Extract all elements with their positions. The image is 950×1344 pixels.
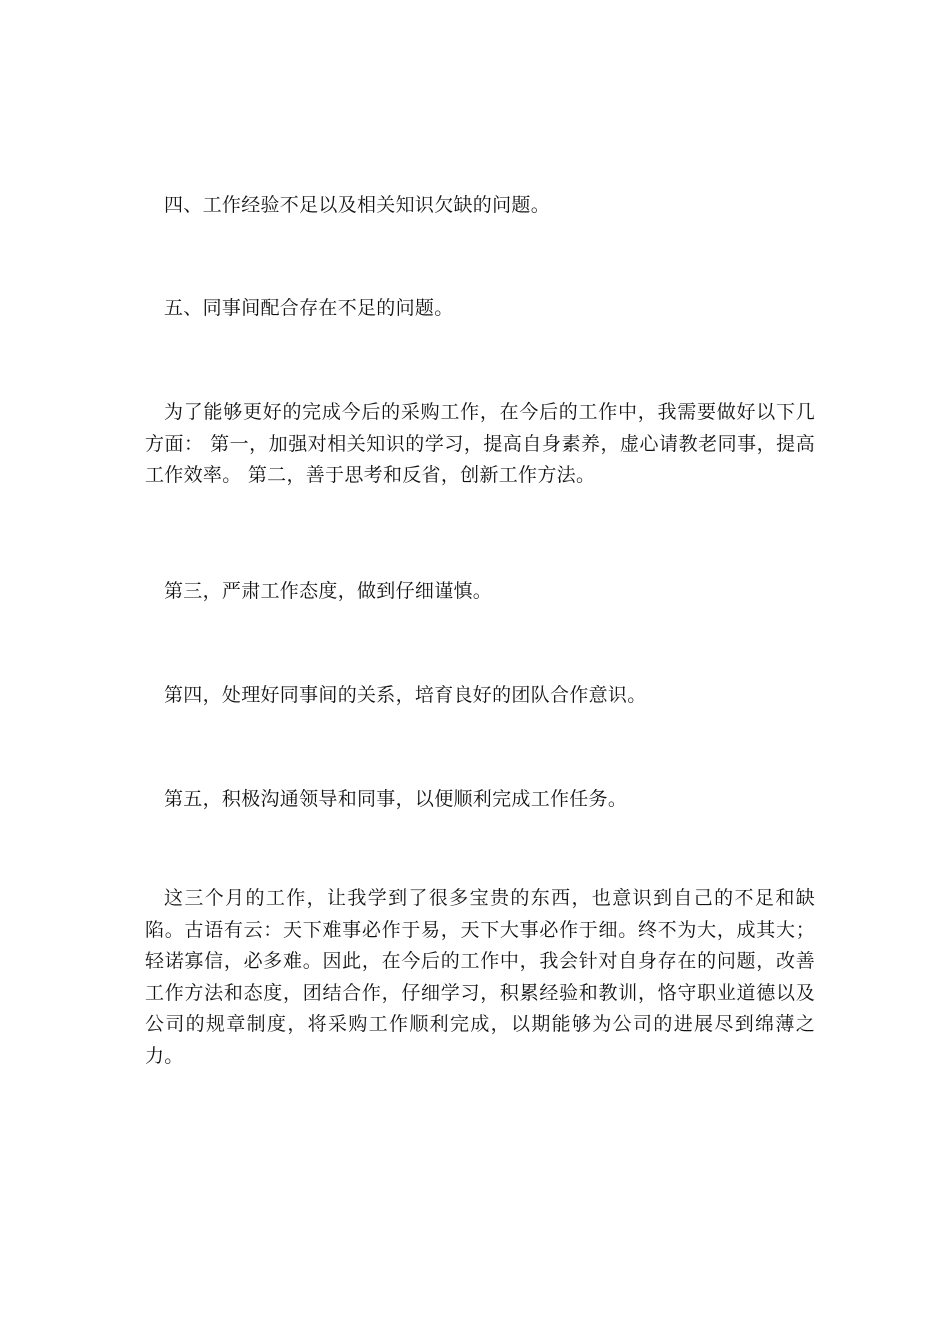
paragraph-improvement-plan: 为了能够更好的完成今后的采购工作，在今后的工作中，我需要做好以下几方面： 第一，加强对相关知识的学习，提高自身素养，虚心请教老同事，提高工作效率。 第二，善于思考和反省，创新工作方法。 [145, 401, 815, 486]
paragraph-point-five: 第五，积极沟通领导和同事，以便顺利完成工作任务。 [164, 788, 628, 810]
paragraph-issue-five: 五、同事间配合存在不足的问题。 [164, 297, 454, 319]
paragraph-issue-four: 四、工作经验不足以及相关知识欠缺的问题。 [164, 194, 551, 216]
paragraph-point-three: 第三，严肃工作态度，做到仔细谨慎。 [164, 580, 493, 602]
paragraph-point-four: 第四，处理好同事间的关系，培育良好的团队合作意识。 [164, 684, 647, 706]
paragraph-conclusion: 这三个月的工作，让我学到了很多宝贵的东西，也意识到自己的不足和缺陷。古语有云：天下难事必作于易，天下大事必作于细。终不为大，成其大；轻诺寡信，必多难。因此，在今后的工作中，我会针对自身存在的问题，改善工作方法和态度，团结合作，仔细学习，积累经验和教训，恪守职业道德以及公司的规章制度，将采购工作顺利完成，以期能够为公司的进展尽到绵薄之力。 [145, 887, 815, 1067]
